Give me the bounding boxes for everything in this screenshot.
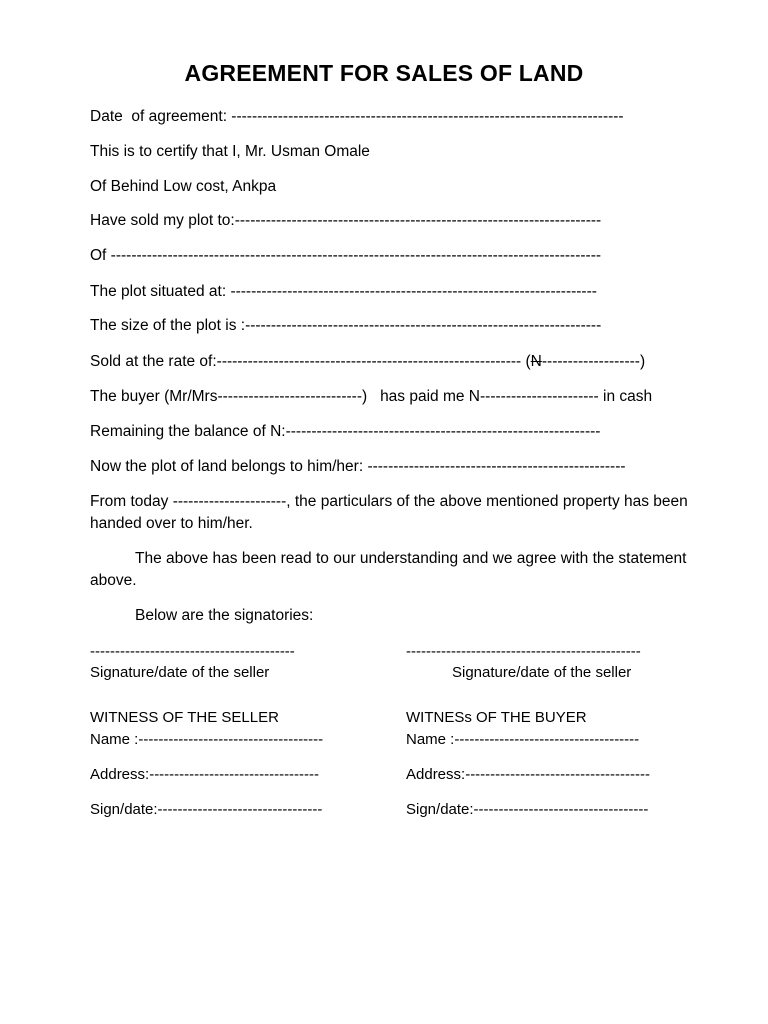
witness-buyer-address: Address:------------------------------------- [406, 766, 651, 783]
sold-to-line: Have sold my plot to:----------------------------------------------------------------------- [90, 212, 602, 229]
plot-belongs-line: Now the plot of land belongs to him/her: -------------------------------------------------- [90, 458, 626, 475]
second-signature-label: Signature/date of the seller [452, 664, 632, 681]
naira-symbol: N [530, 353, 542, 370]
document-title: AGREEMENT FOR SALES OF LAND [184, 60, 584, 86]
witness-seller-name: Name :------------------------------------- [90, 731, 324, 748]
witness-seller-address: Address:---------------------------------- [90, 766, 320, 783]
witness-buyer-name: Name :------------------------------------- [406, 731, 640, 748]
plot-size-line: The size of the plot is :--------------------------------------------------------------------- [90, 317, 602, 334]
rate-suffix: -------------------) [541, 353, 646, 370]
plot-situated-line: The plot situated at: ----------------------------------------------------------------------- [90, 283, 597, 300]
signatories-line: Below are the signatories: [135, 607, 314, 624]
seller-signature-label: Signature/date of the seller [90, 664, 270, 681]
balance-line: Remaining the balance of N:------------------------------------------------------------- [90, 423, 601, 440]
certify-line: This is to certify that I, Mr. Usman Omale [90, 143, 370, 160]
buyer-of-line: Of ----------------------------------------------------------------------------------------------- [90, 247, 602, 264]
second-signature-dashes: ----------------------------------------------- [406, 643, 641, 660]
witness-buyer-title: WITNESs OF THE BUYER [406, 709, 587, 726]
date-of-agreement-line: Date of agreement: ---------------------------------------------------------------------------- [90, 108, 624, 125]
rate-line [90, 351, 645, 373]
witness-seller-title: WITNESS OF THE SELLER [90, 709, 279, 726]
rate-prefix: Sold at the rate of:----------------------------------------------------------- ( [90, 353, 531, 370]
handover-paragraph: From today ----------------------, the particulars of the above mentioned property has been handed over to him/her. [90, 493, 688, 532]
buyer-payment-line: The buyer (Mr/Mrs----------------------------) has paid me N----------------------- in cash [90, 388, 653, 405]
witness-buyer-sign: Sign/date:----------------------------------- [406, 801, 649, 818]
understanding-paragraph: The above has been read to our understanding and we agree with the statement above. [90, 550, 687, 589]
seller-address-line: Of Behind Low cost, Ankpa [90, 178, 277, 195]
witness-seller-sign: Sign/date:--------------------------------- [90, 801, 323, 818]
seller-signature-dashes: ----------------------------------------- [90, 643, 295, 660]
